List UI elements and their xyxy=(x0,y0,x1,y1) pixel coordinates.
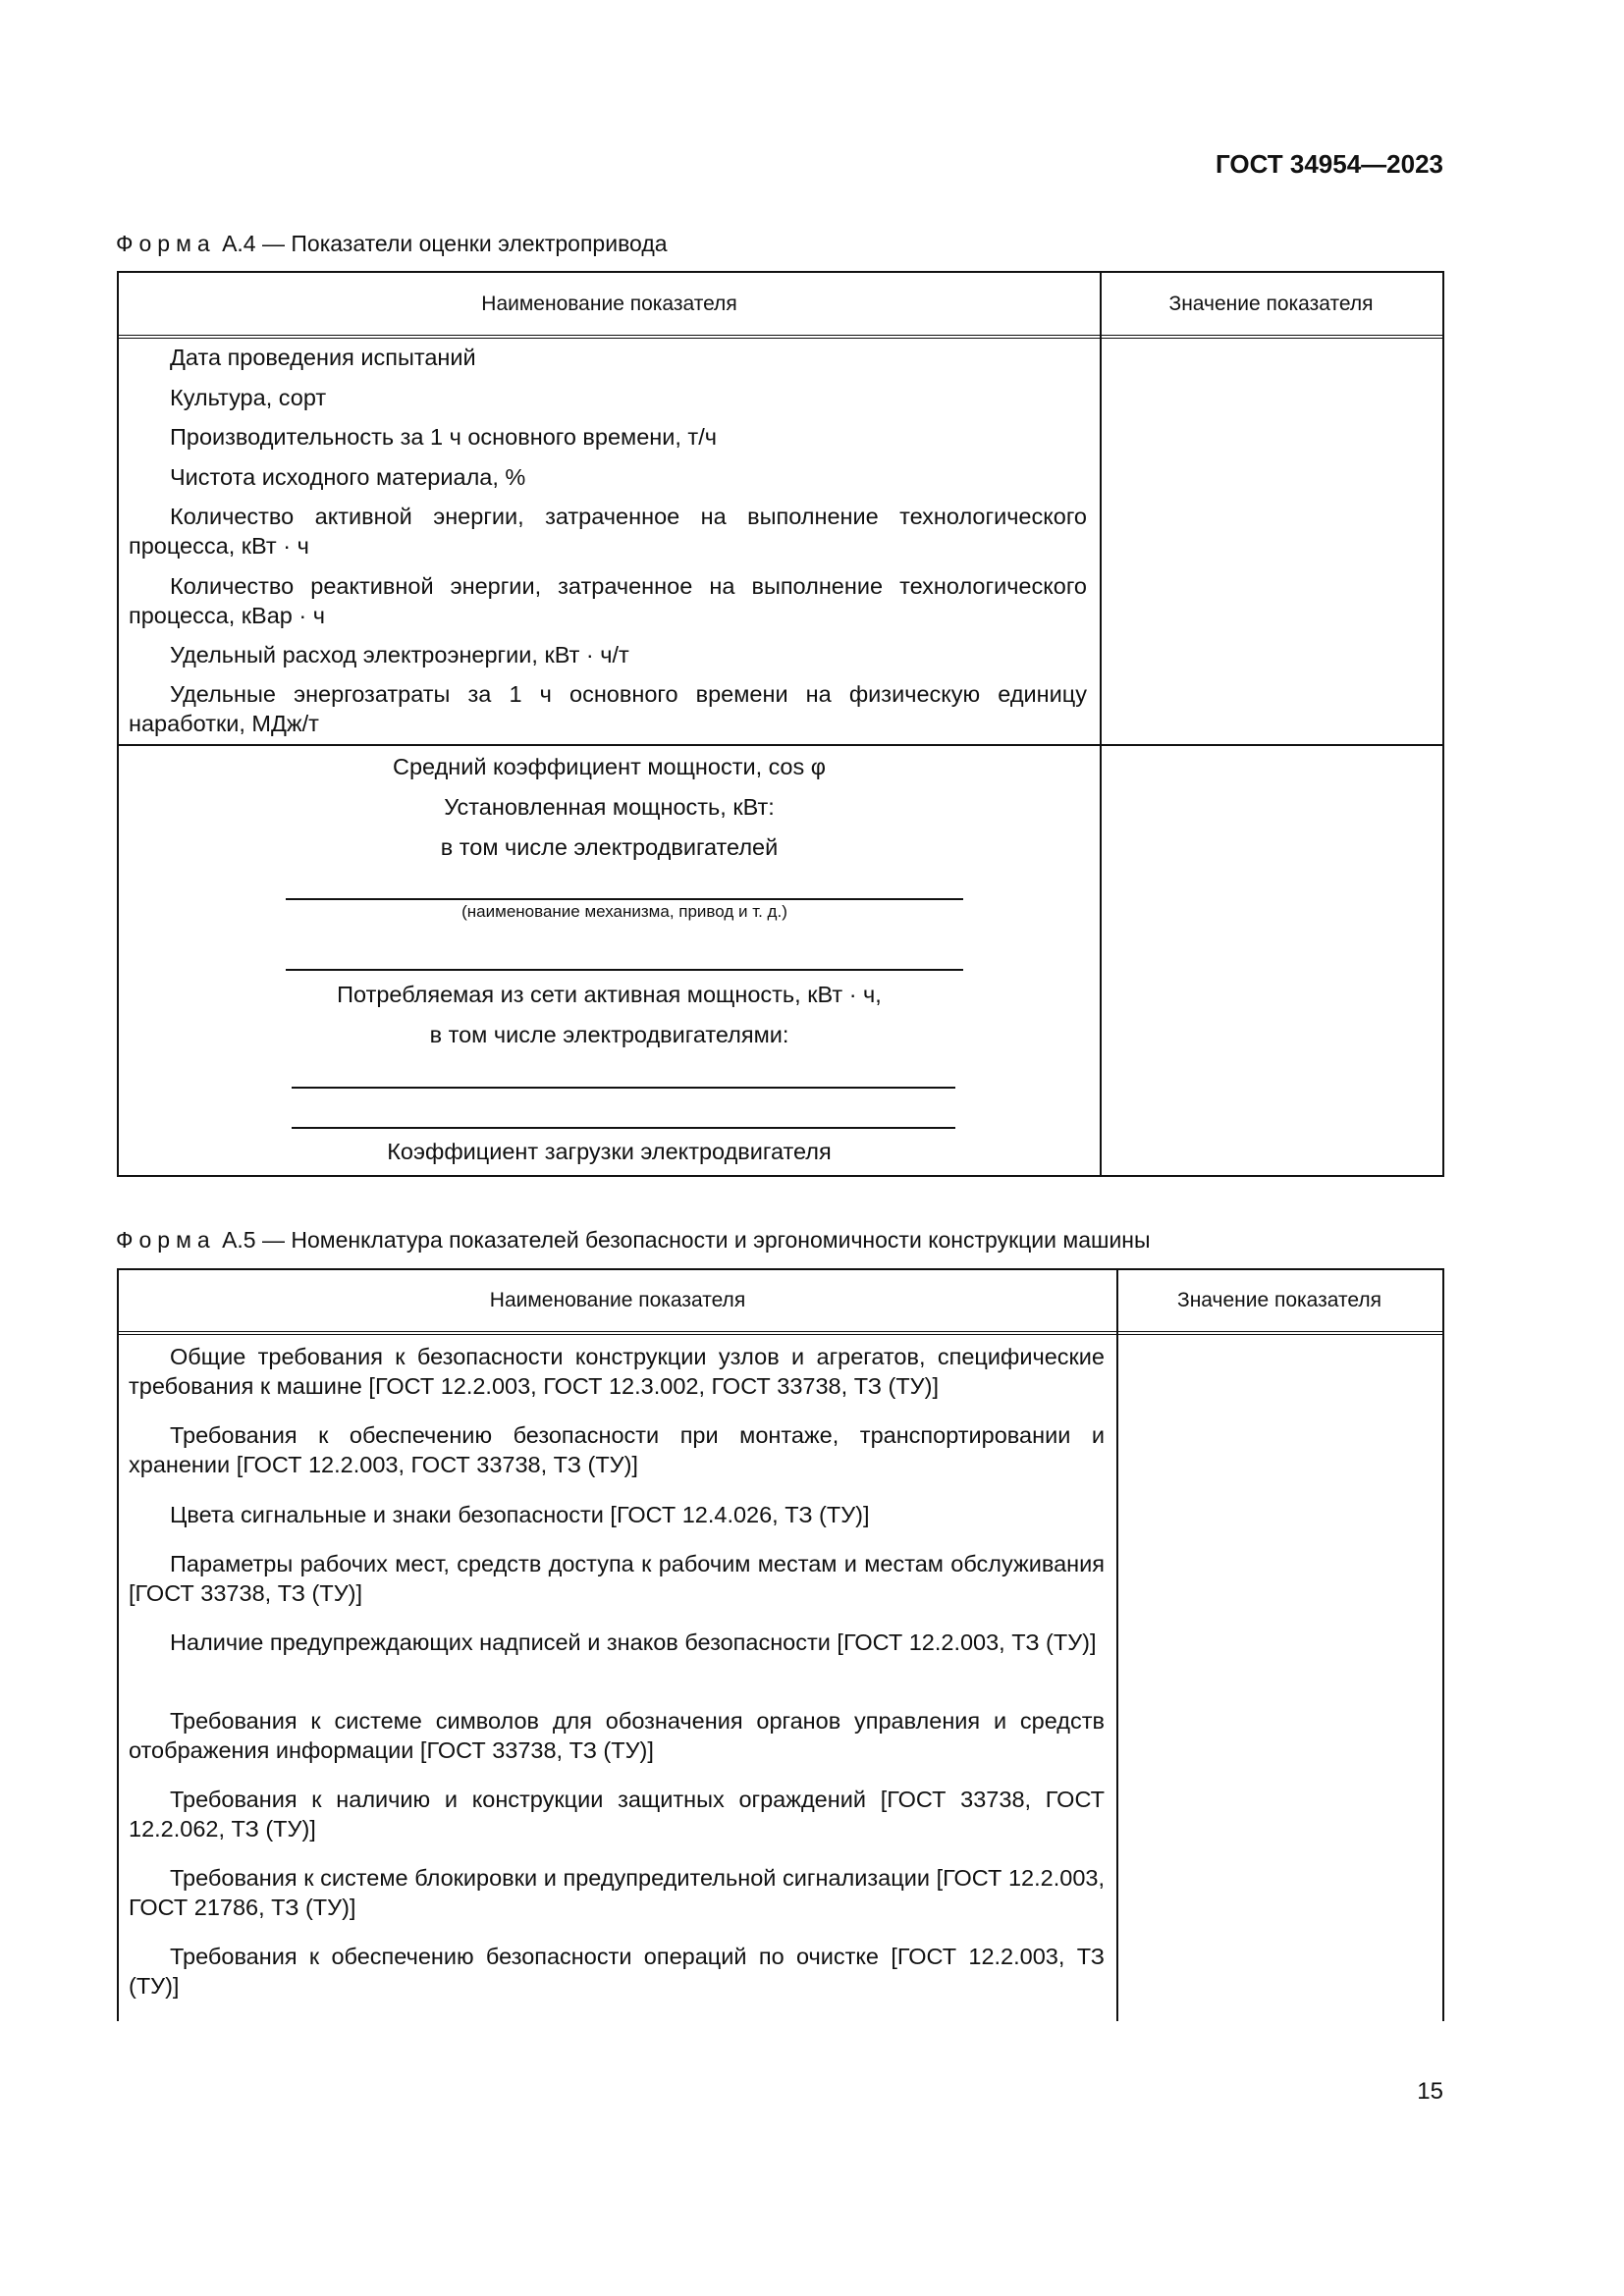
load-factor-label: Коэффициент загрузки электродвигателя xyxy=(387,1139,832,1164)
form-a4-row: Дата проведения испытаний xyxy=(170,345,476,370)
form-a4-row: Удельный расход электроэнергии, кВт · ч/т xyxy=(170,642,629,667)
form-a5-caption-prefix: Форма xyxy=(116,1227,216,1253)
fill-line xyxy=(286,969,963,971)
form-a5-caption xyxy=(116,1227,1151,1254)
form-a5-row: Требования к наличию и конструкции защитных ограждений [ГОСТ 33738, ГОСТ 12.2.062, ТЗ (ТУ)] xyxy=(129,1787,1105,1842)
incl-motors-label: в том числе электродвигателей xyxy=(440,834,779,860)
form-a4-column-divider xyxy=(1100,273,1102,1175)
form-a4-col-name: Наименование показателя xyxy=(481,292,737,315)
form-a4-row: Культура, сорт xyxy=(170,385,327,410)
form-a5-caption-text: А.5 — Номенклатура показателей безопасности и эргономичности конструкции машины xyxy=(222,1227,1151,1253)
form-a4-caption-text: А.4 — Показатели оценки электропривода xyxy=(222,231,668,256)
form-a4-row: Производительность за 1 ч основного времени, т/ч xyxy=(170,424,717,450)
form-a5-row: Требования к системе блокировки и предупредительной сигнализации [ГОСТ 12.2.003, ГОСТ 21786, ТЗ (ТУ)] xyxy=(129,1865,1105,1920)
form-a4-caption-prefix: Форма xyxy=(116,231,216,256)
form-a4-row: Количество активной энергии, затраченное на выполнение технологического процесса, кВт · ч xyxy=(129,504,1087,559)
form-a4-table xyxy=(117,271,1444,1177)
form-a5-row: Требования к обеспечению безопасности при монтаже, транспортировании и хранении [ГОСТ 12.2.003, ГОСТ 33738, ТЗ (ТУ)] xyxy=(129,1422,1105,1477)
form-a5-header-row xyxy=(119,1270,1442,1335)
form-a4-col-value: Значение показателя xyxy=(1168,292,1374,315)
form-a5-table xyxy=(117,1268,1444,2021)
form-a4-row-divider xyxy=(119,744,1444,746)
form-a5-col-value: Значение показателя xyxy=(1177,1289,1381,1311)
form-a5-row: Общие требования к безопасности конструкции узлов и агрегатов, специфические требования к машине [ГОСТ 12.2.003, ГОСТ 12.3.002, ГОСТ 33738, ТЗ (ТУ)] xyxy=(129,1344,1105,1399)
incl-motors-2-label: в том числе электродвигателями: xyxy=(429,1022,789,1047)
document-code: ГОСТ 34954—2023 xyxy=(1216,149,1443,179)
form-a4-row: Удельные энергозатраты за 1 ч основного времени на физическую единицу наработки, МДж/т xyxy=(129,681,1087,736)
form-a4-header-row xyxy=(119,273,1442,339)
form-a5-col-name: Наименование показателя xyxy=(489,1289,746,1311)
page-number: 15 xyxy=(1417,2078,1443,2105)
mechanism-note: (наименование механизма, привод и т. д.) xyxy=(461,902,787,921)
form-a4-row: Количество реактивной энергии, затраченное на выполнение технологического процесса, кВар · ч xyxy=(129,573,1087,628)
form-a5-row: Параметры рабочих мест, средств доступа к рабочим местам и местам обслуживания [ГОСТ 33738, ТЗ (ТУ)] xyxy=(129,1551,1105,1606)
installed-power-label: Установленная мощность, кВт: xyxy=(444,794,775,820)
form-a5-row: Наличие предупреждающих надписей и знаков безопасности [ГОСТ 12.2.003, ТЗ (ТУ)] xyxy=(170,1629,1097,1655)
form-a5-row: Требования к системе символов для обозначения органов управления и средств отображения информации [ГОСТ 33738, ТЗ (ТУ)] xyxy=(129,1708,1105,1763)
consumed-power-label: Потребляемая из сети активная мощность, кВт · ч, xyxy=(337,982,882,1007)
form-a4-caption xyxy=(116,231,668,257)
fill-line xyxy=(286,898,963,900)
form-a5-row: Цвета сигнальные и знаки безопасности [ГОСТ 12.4.026, ТЗ (ТУ)] xyxy=(170,1502,870,1527)
fill-line xyxy=(292,1127,955,1129)
form-a5-row: Требования к обеспечению безопасности операций по очистке [ГОСТ 12.2.003, ТЗ (ТУ)] xyxy=(129,1944,1105,1999)
power-factor-label: Средний коэффициент мощности, cos φ xyxy=(392,754,827,779)
form-a5-column-divider xyxy=(1116,1270,1118,2021)
form-a4-row: Чистота исходного материала, % xyxy=(170,464,526,490)
fill-line xyxy=(292,1087,955,1089)
